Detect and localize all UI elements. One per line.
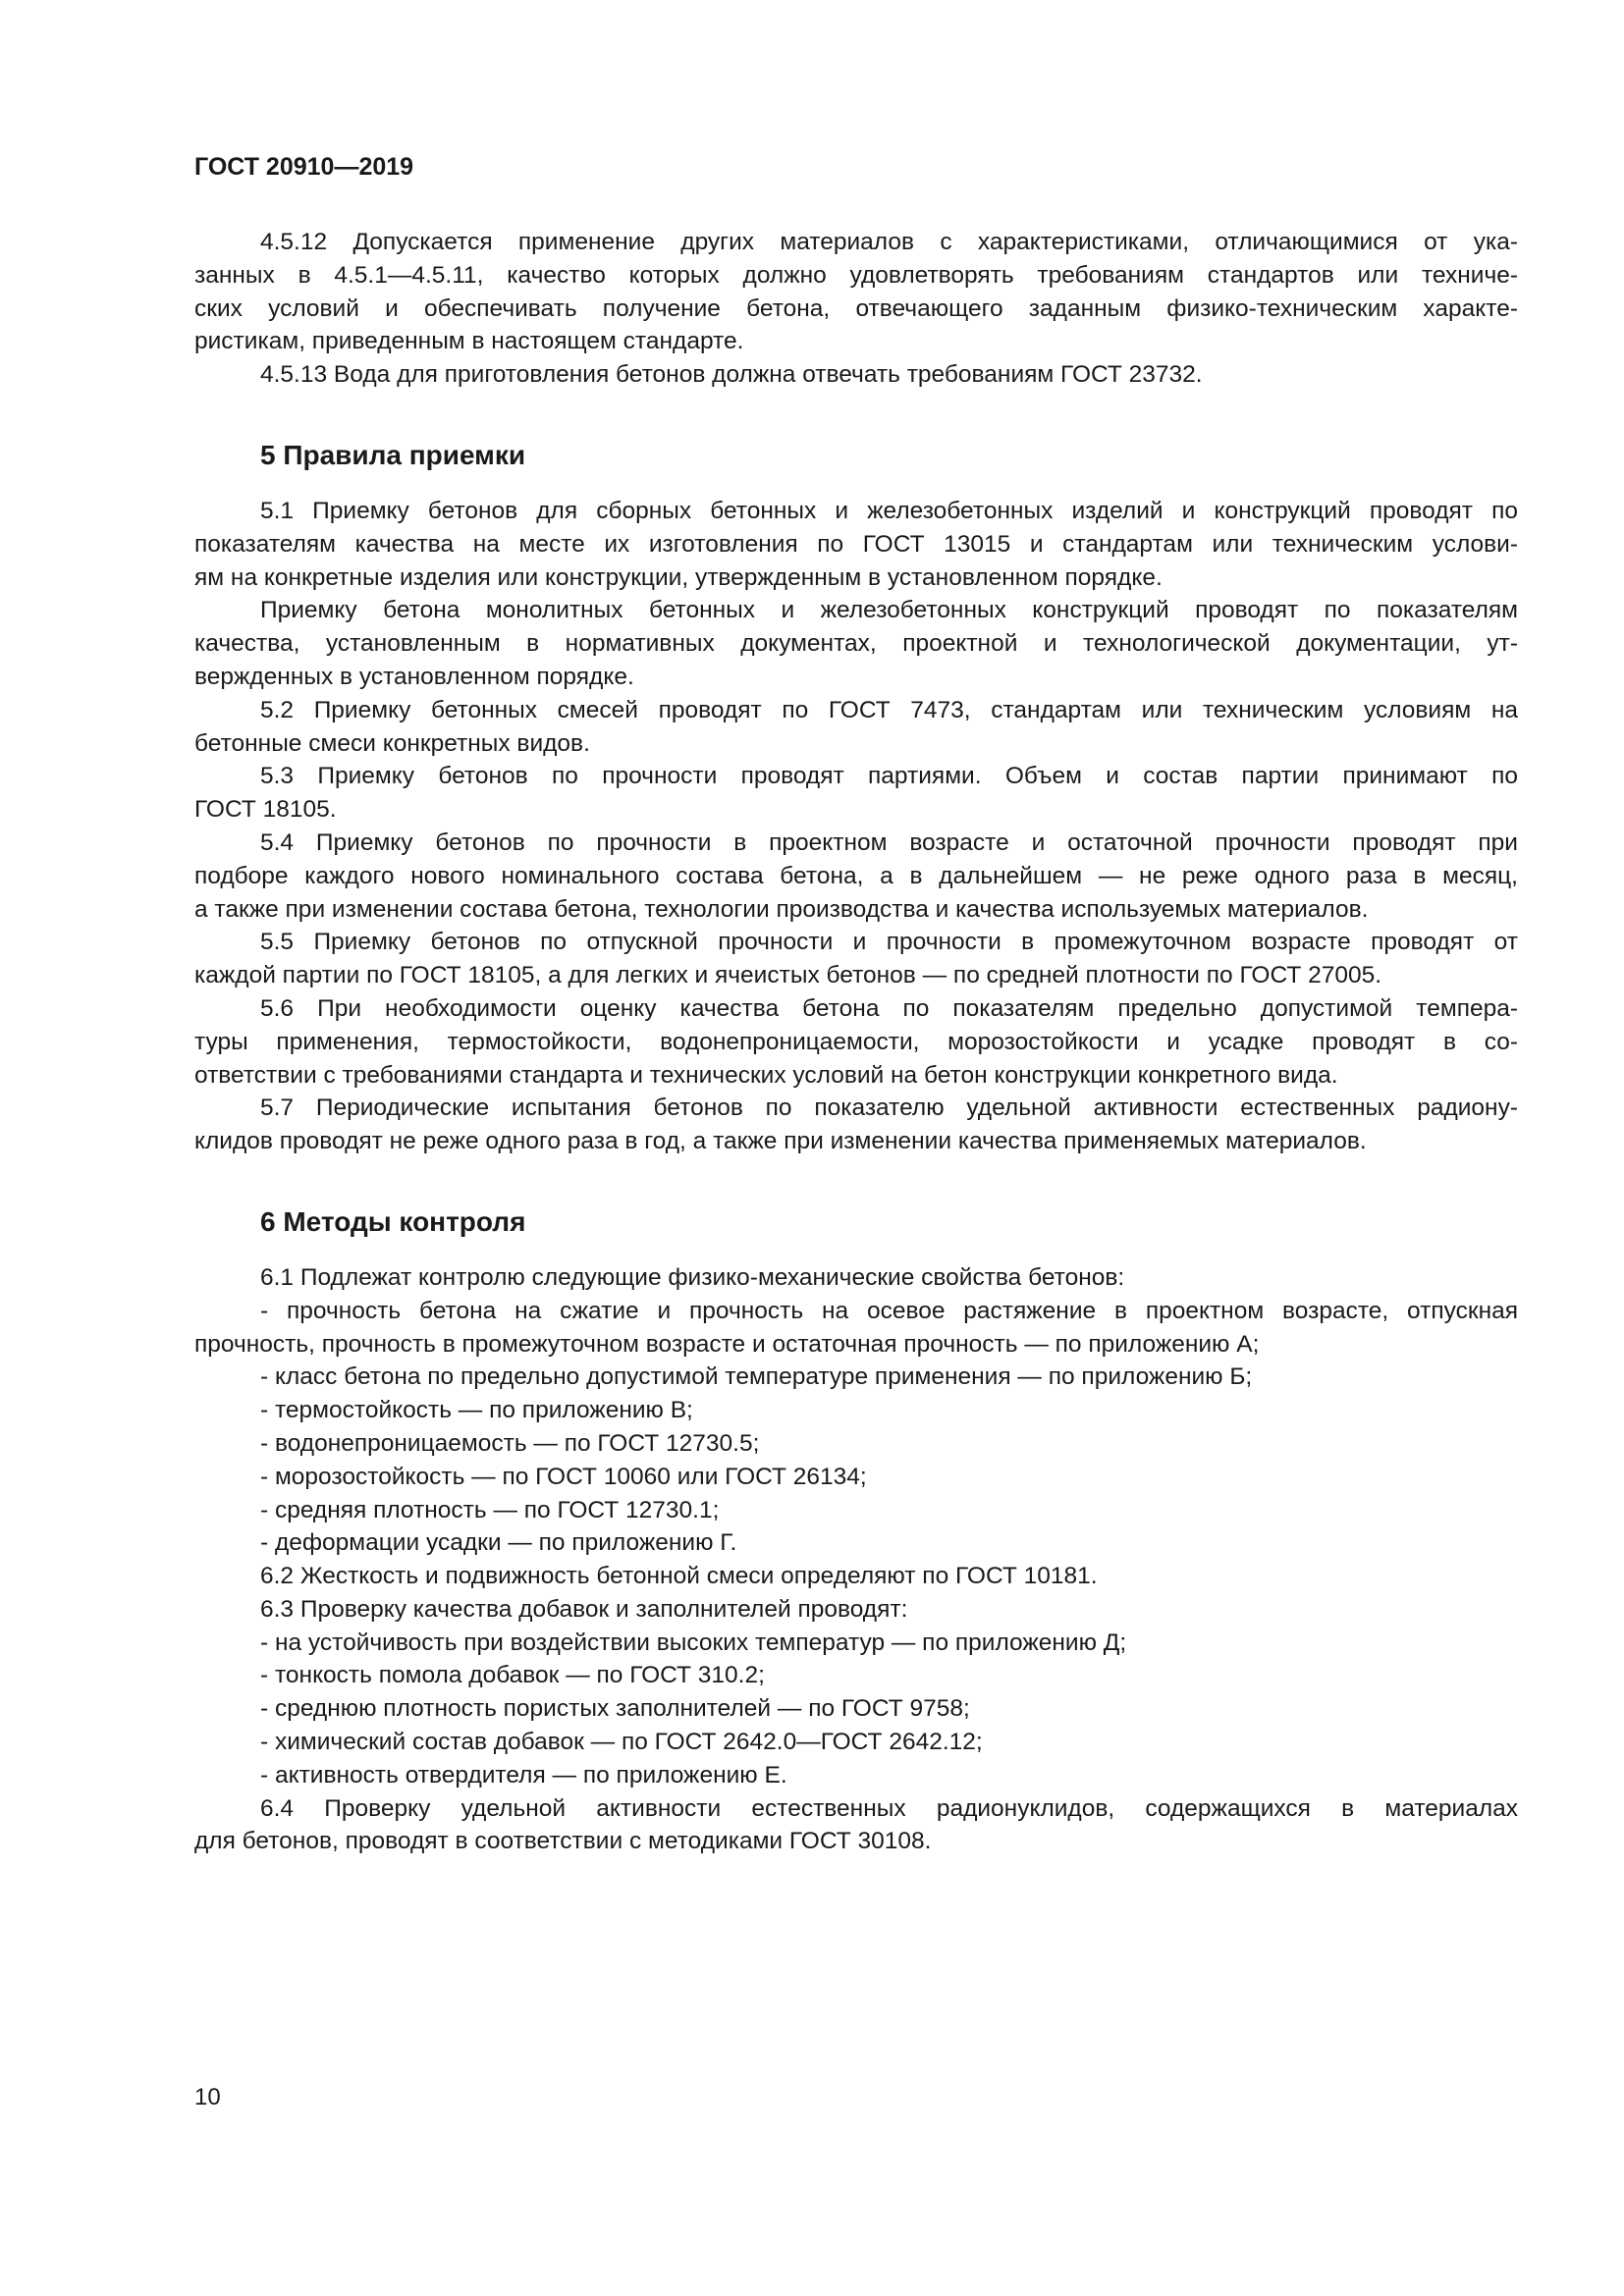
paragraph [194,1526,1518,1560]
paragraph [194,1092,1518,1158]
text-line: - деформации усадки — по приложению Г. [260,1529,737,1557]
text-line: - водонепроницаемость — по ГОСТ 12730.5; [260,1429,760,1457]
paragraph [194,827,1518,926]
text-line: - на устойчивость при воздействии высоких температур — по приложению Д; [260,1629,1127,1656]
paragraph [194,1659,1518,1692]
paragraph [194,358,1518,392]
text-line: - термостойкость — по приложению В; [260,1397,693,1424]
text-line: вержденных в установленном порядке. [194,663,634,690]
text-line: 5.2 Приемку бетонных смесей проводят по ГОСТ 7473, стандартам или техническим условиям на [260,696,1518,723]
text-line: - средняя плотность — по ГОСТ 12730.1; [260,1496,720,1523]
text-line: ответствии с требованиями стандарта и технических условий на бетон конструкции конкретного вида. [194,1061,1338,1089]
text-line: - морозостойкость — по ГОСТ 10060 или ГОСТ 26134; [260,1463,867,1490]
paragraph [194,1461,1518,1494]
text-line: - тонкость помола добавок — по ГОСТ 310.2; [260,1662,765,1689]
paragraph [194,1792,1518,1859]
text-line: прочность, прочность в промежуточном возрасте и остаточная прочность — по приложению А; [194,1330,1260,1358]
text-line: 6.2 Жесткость и подвижность бетонной смеси определяют по ГОСТ 10181. [260,1563,1098,1590]
paragraph [194,1494,1518,1527]
text-line: а также при изменении состава бетона, технологии производства и качества используемых материалов. [194,895,1369,923]
text-line: ских условий и обеспечивать получение бетона, отвечающего заданным физико-техническим характе- [194,294,1518,322]
text-line: 6.3 Проверку качества добавок и заполнителей проводят: [260,1595,908,1623]
text-line: 5.7 Периодические испытания бетонов по показателю удельной активности естественных радиону- [260,1095,1518,1122]
text-line: показателям качества на месте их изготовления по ГОСТ 13015 и стандартам или техническим услови- [194,530,1518,558]
text-line: - класс бетона по предельно допустимой температуре применения — по приложению Б; [260,1363,1253,1391]
text-line: ГОСТ 18105. [194,796,337,824]
text-line: туры применения, термостойкости, водонепроницаемости, морозостойкости и усадке проводят в со- [194,1028,1518,1055]
paragraph [194,1427,1518,1461]
paragraph [194,1759,1518,1792]
paragraph [194,1295,1518,1362]
paragraph [194,1560,1518,1593]
paragraph [194,1261,1518,1295]
text-line: - активность отвердителя — по приложению Е. [260,1761,787,1789]
paragraph [194,1627,1518,1660]
document-header: ГОСТ 20910—2019 [194,153,414,181]
text-line: клидов проводят не реже одного раза в год, а также при изменении качества применяемых материалов. [194,1128,1367,1155]
text-line: занных в 4.5.1—4.5.11, качество которых должно удовлетворять требованиям стандартов или техниче- [194,261,1518,289]
text-line: качества, установленным в нормативных документах, проектной и технологической документации, ут- [194,630,1518,658]
text-line: ям на конкретные изделия или конструкции, утвержденным в установленном порядке. [194,563,1163,591]
text-line: 5.3 Приемку бетонов по прочности проводят партиями. Объем и состав партии принимают по [260,763,1518,790]
section-heading: 5 Правила приемки [260,439,526,470]
text-line: каждой партии по ГОСТ 18105, а для легких и ячеистых бетонов — по средней плотности по ГОСТ 27005. [194,962,1382,989]
text-line: бетонные смеси конкретных видов. [194,729,590,757]
text-line: - среднюю плотность пористых заполнителей — по ГОСТ 9758; [260,1695,970,1723]
paragraph [194,1692,1518,1726]
text-line: 5.4 Приемку бетонов по прочности в проектном возрасте и остаточной прочности проводят при [260,828,1518,856]
paragraph [194,992,1518,1092]
text-line: 5.6 При необходимости оценку качества бетона по показателям предельно допустимой темпера- [260,994,1518,1022]
paragraph [194,694,1518,761]
paragraph [194,760,1518,827]
paragraph [194,1361,1518,1394]
document-body [194,226,1518,1858]
text-line: - прочность бетона на сжатие и прочность на осевое растяжение в проектном возрасте, отпускная [260,1297,1518,1324]
paragraph [194,1593,1518,1627]
paragraph [194,226,1518,358]
text-line: 4.5.12 Допускается применение других материалов с характеристиками, отличающимися от ука- [260,229,1518,255]
paragraph [194,495,1518,594]
paragraph [194,926,1518,992]
text-line: подборе каждого нового номинального состава бетона, а в дальнейшем — не реже одного раза в месяц, [194,862,1518,889]
text-line: 5.1 Приемку бетонов для сборных бетонных и железобетонных изделий и конструкций проводят по [260,497,1518,524]
text-line: для бетонов, проводят в соответствии с методиками ГОСТ 30108. [194,1828,932,1855]
text-line: 5.5 Приемку бетонов по отпускной прочности и прочности в промежуточном возрасте проводят от [260,929,1518,956]
paragraph [194,594,1518,693]
page-number: 10 [194,2084,221,2110]
text-line: 4.5.13 Вода для приготовления бетонов должна отвечать требованиям ГОСТ 23732. [260,361,1203,389]
text-line: Приемку бетона монолитных бетонных и железобетонных конструкций проводят по показателям [260,597,1518,624]
text-line: - химический состав добавок — по ГОСТ 2642.0—ГОСТ 2642.12; [260,1729,983,1756]
paragraph [194,1394,1518,1427]
text-line: 6.1 Подлежат контролю следующие физико-механические свойства бетонов: [260,1263,1125,1291]
paragraph [194,1726,1518,1759]
text-line: 6.4 Проверку удельной активности естественных радионуклидов, содержащихся в материалах [260,1794,1518,1822]
text-line: ристикам, приведенным в настоящем стандарте. [194,328,744,355]
section-heading: 6 Методы контроля [260,1205,526,1237]
